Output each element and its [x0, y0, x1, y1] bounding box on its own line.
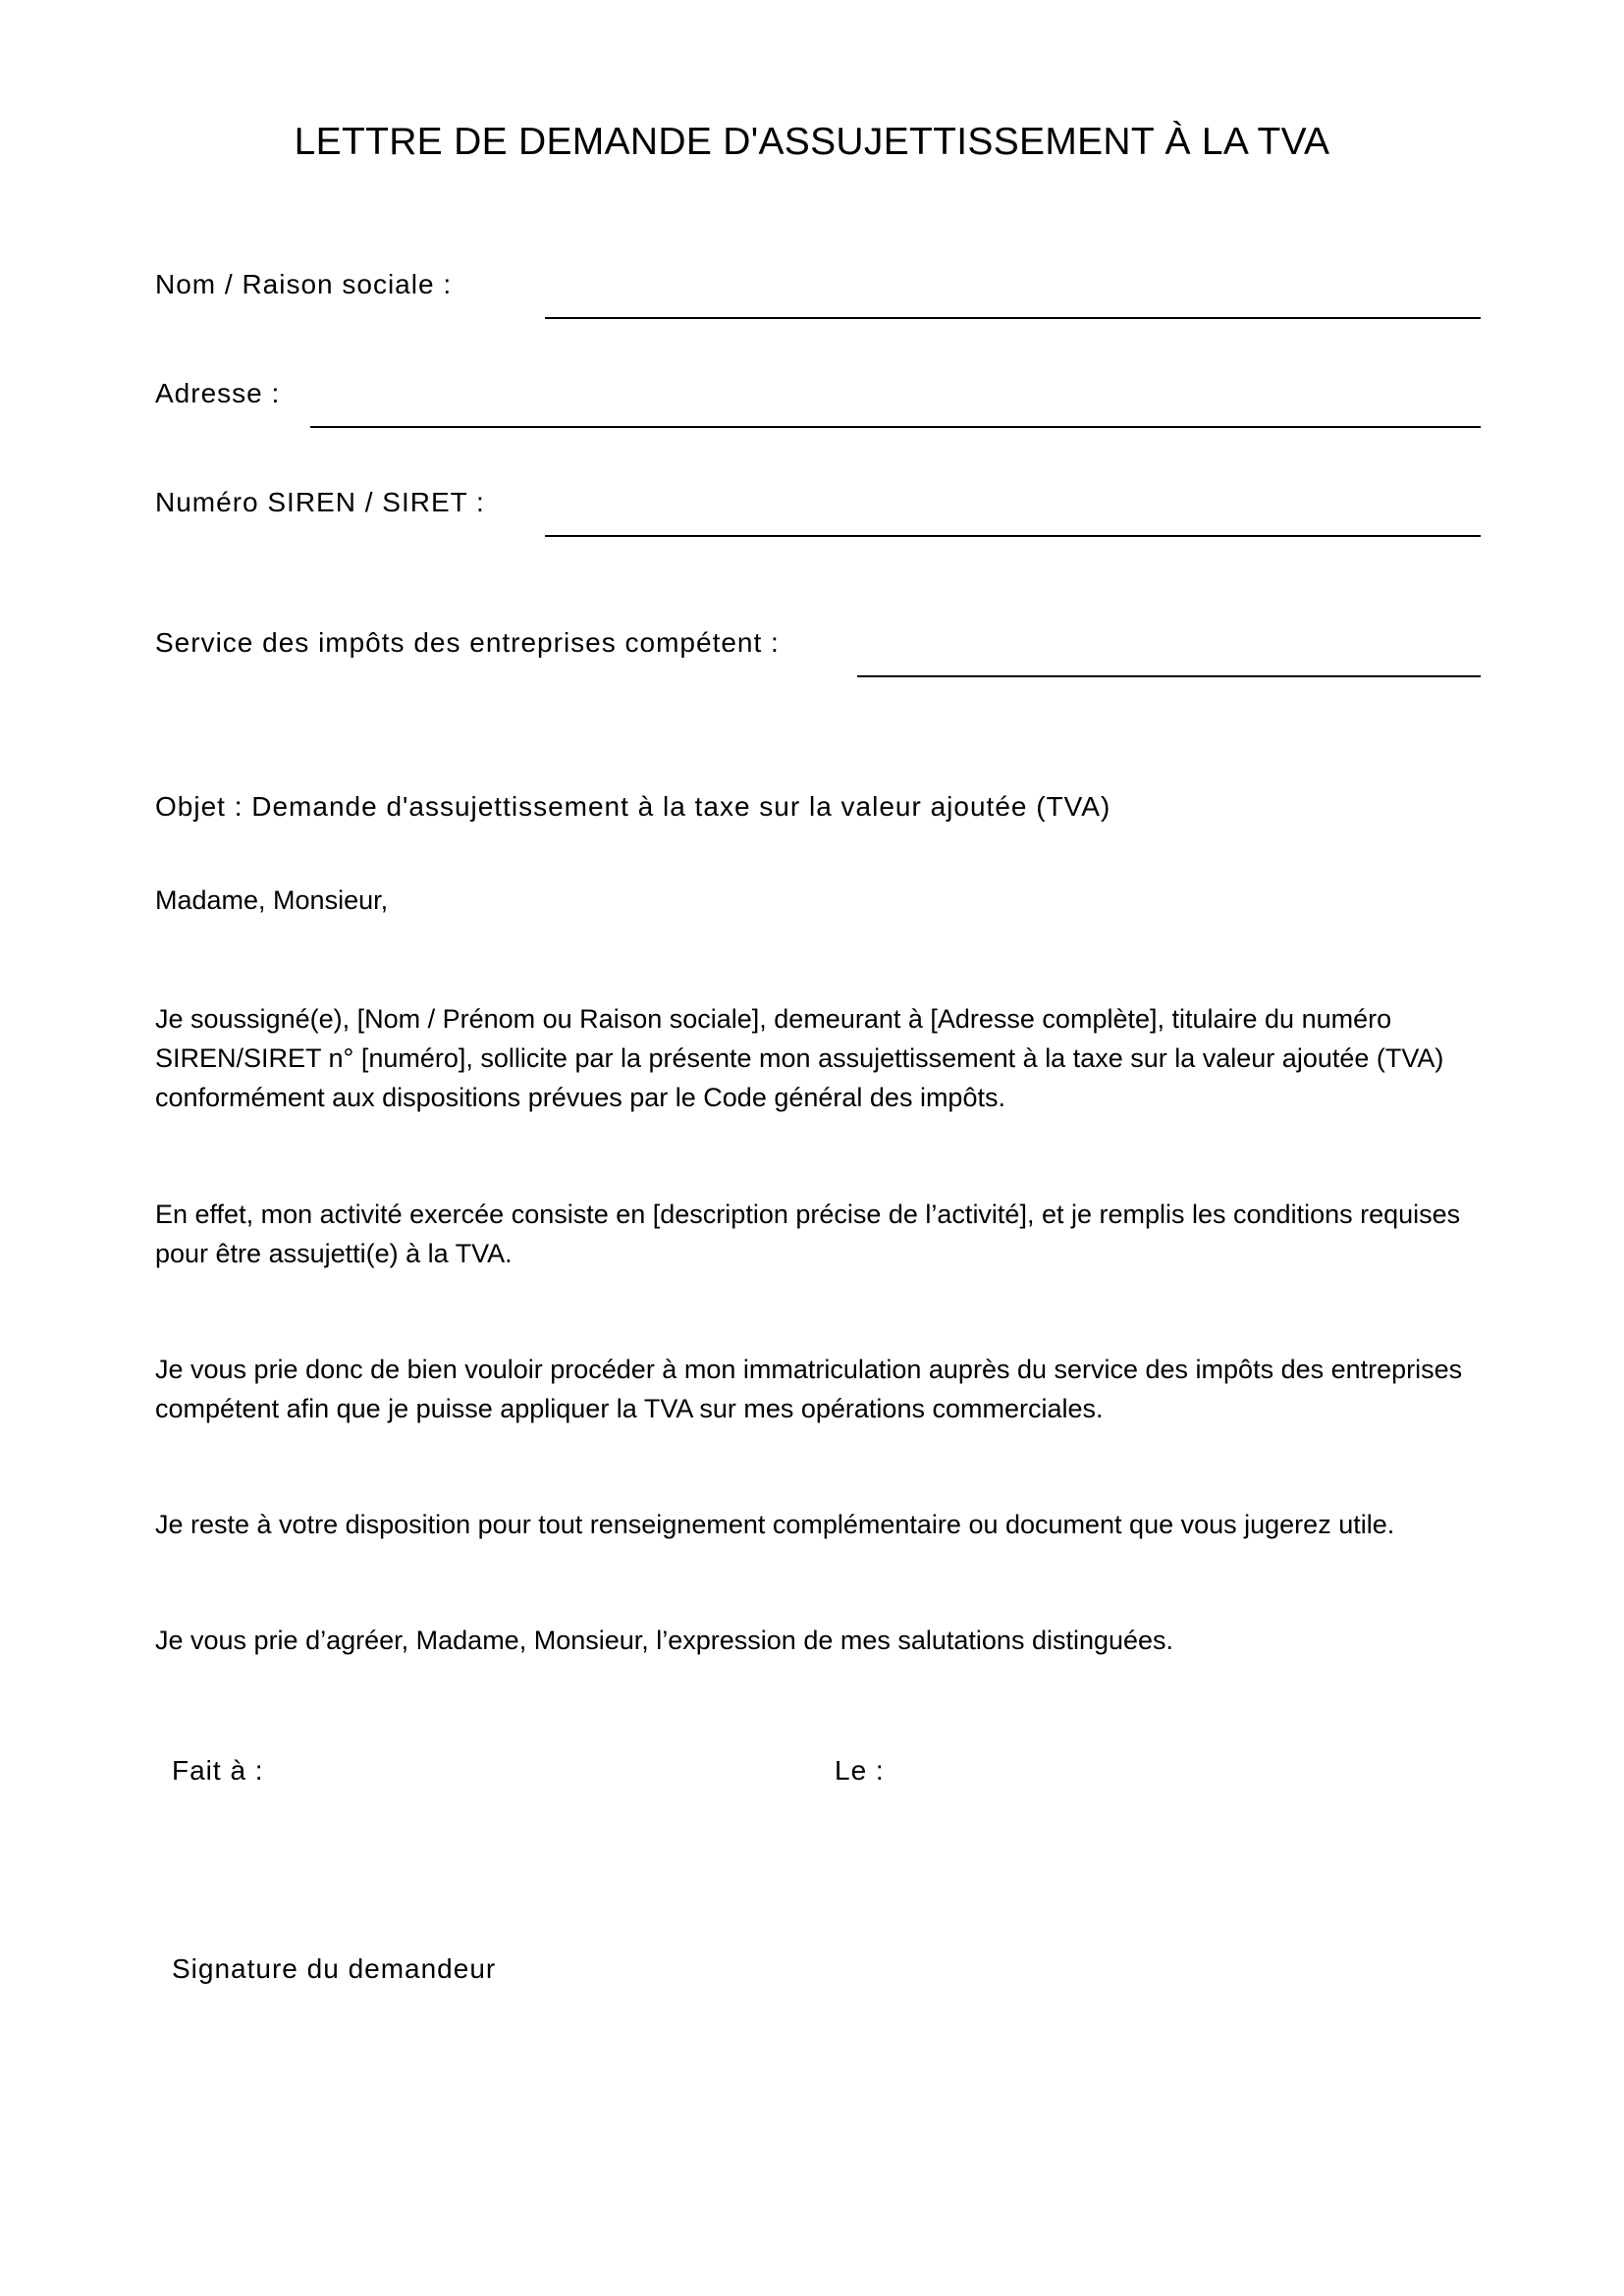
name-label: Nom / Raison sociale :: [155, 269, 453, 299]
signature-label: Signature du demandeur: [172, 1953, 497, 1984]
paragraph-request: Je soussigné(e), [Nom / Prénom ou Raison sociale], demeurant à [Adresse complète], titulaire du numéro SIREN/SIRET n° [numéro], sollicite par la présente mon assujettissement à la taxe sur la valeur ajoutée (TVA) conformément aux dispositions prévues par le Code général des impôts.: [155, 1004, 1444, 1112]
subject-line: Objet : Demande d'assujettissement à la taxe sur la valeur ajoutée (TVA): [155, 791, 1111, 822]
place-label: Fait à :: [172, 1755, 264, 1786]
paragraph-closing: Je vous prie d’agréer, Madame, Monsieur, l’expression de mes salutations distinguées.: [155, 1626, 1174, 1655]
paragraph-activity: En effet, mon activité exercée consiste en [description précise de l’activité], et je remplis les conditions requises pour être assujetti(e) à la TVA.: [155, 1200, 1461, 1268]
document-title: LETTRE DE DEMANDE D'ASSUJETTISSEMENT À LA TVA: [294, 121, 1330, 163]
tax-office-label: Service des impôts des entreprises compétent :: [155, 627, 780, 658]
paragraph-availability: Je reste à votre disposition pour tout renseignement complémentaire ou document que vous jugerez utile.: [155, 1510, 1395, 1539]
salutation: Madame, Monsieur,: [155, 885, 389, 915]
date-label: Le :: [835, 1755, 885, 1786]
siren-blank-line: [545, 535, 1481, 537]
paragraph-registration: Je vous prie donc de bien vouloir procéder à mon immatriculation auprès du service des impôts des entreprises compétent afin que je puisse appliquer la TVA sur mes opérations commerciales.: [155, 1355, 1463, 1423]
name-blank-line: [545, 317, 1481, 319]
address-label: Adresse :: [155, 378, 281, 408]
tax-office-blank-line: [857, 675, 1481, 677]
siren-label: Numéro SIREN / SIRET :: [155, 487, 485, 517]
address-blank-line: [310, 426, 1481, 428]
